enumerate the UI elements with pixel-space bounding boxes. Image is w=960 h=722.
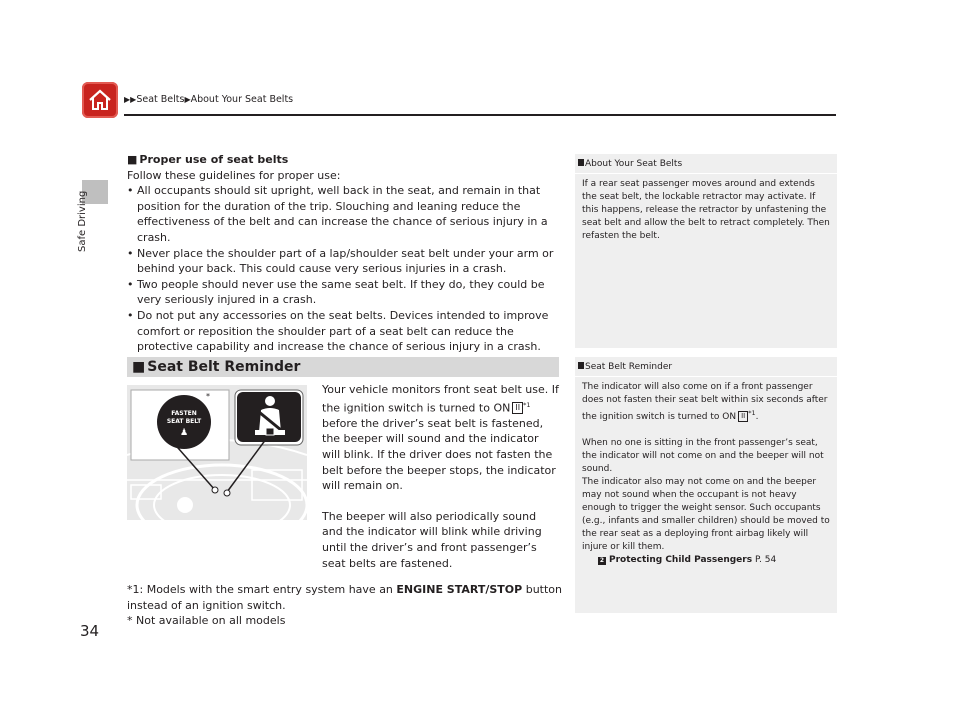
home-button[interactable] xyxy=(82,82,118,118)
list-item: • Do not put any accessories on the seat belts. Devices intended to improve comfort or reposition the shoulder part of a seat belt can reduce the protective capability and increase the chance of serious injury in a crash. xyxy=(127,308,559,355)
footnote-ref[interactable]: *1 xyxy=(748,409,756,417)
note-paragraph: When no one is sitting in the front passenger’s seat, the indicator will not come on and the beeper will not sound. xyxy=(582,438,824,474)
breadcrumb-arrow-icon: ▶▶ xyxy=(124,95,137,104)
list-item: • All occupants should sit upright, well back in the seat, and remain in that position for the duration of the trip. Slouching and leaning reduce the effectiveness of the belt and can increase the chance of serious injury in a crash. xyxy=(127,183,559,245)
note-divider xyxy=(575,376,837,377)
note-heading xyxy=(575,154,837,170)
note-seat-belt-reminder xyxy=(575,357,837,613)
fasten-seat-belt-indicator xyxy=(157,395,211,449)
square-bullet-icon: ■ xyxy=(132,359,146,375)
breadcrumb-item[interactable]: Seat Belts xyxy=(136,94,185,105)
ignition-key-icon: II xyxy=(738,411,748,422)
reminder-paragraph xyxy=(322,382,559,494)
footnote xyxy=(127,582,567,613)
note-about-seat-belts xyxy=(575,154,837,348)
footnote-text: button instead of an ignition switch. xyxy=(127,583,563,612)
reference-page: P. 54 xyxy=(754,555,777,565)
note-body xyxy=(575,381,837,567)
header-rule xyxy=(124,114,836,116)
cross-reference[interactable] xyxy=(582,554,831,567)
note-icon xyxy=(578,362,584,369)
note-divider xyxy=(575,173,837,174)
section-title-text: Seat Belt Reminder xyxy=(147,359,301,375)
seatbelt-figure-icon: ♟ xyxy=(179,428,189,438)
subheading-text: Proper use of seat belts xyxy=(139,153,289,166)
footnote-text: *1: Models with the smart entry system have an xyxy=(127,583,393,596)
note-heading xyxy=(575,357,837,373)
section-title xyxy=(132,358,300,376)
note-icon xyxy=(578,159,584,166)
note-text: . xyxy=(755,412,759,422)
reference-link[interactable]: Protecting Child Passengers xyxy=(609,555,753,565)
guideline-list xyxy=(127,183,559,355)
breadcrumb xyxy=(124,94,293,105)
home-icon xyxy=(87,87,113,113)
paragraph-text: before the driver’s seat belt is fastened, the beeper will sound and the indicator will blink. If the driver does not fasten the belt before the beeper stops, the indicator will remain on. xyxy=(322,416,556,493)
page-number: 34 xyxy=(80,622,100,640)
subheading xyxy=(127,152,559,168)
breadcrumb-arrow-icon: ▶ xyxy=(184,95,191,104)
availability-note: * Not available on all models xyxy=(127,614,286,627)
note-title: About Your Seat Belts xyxy=(585,159,683,169)
seatbelt-person-icon xyxy=(237,392,301,442)
note-text: The indicator will also come on if a front passenger does not fasten their seat belt within six seconds after the ignition switch is turned to ON xyxy=(582,382,828,422)
chapter-label: Safe Driving xyxy=(77,190,88,252)
footnote-bold: ENGINE START/STOP xyxy=(396,583,523,596)
paragraph-text: Your vehicle monitors front seat belt use. If the ignition switch is turned to ON xyxy=(322,383,559,415)
reference-arrow-icon: 2 xyxy=(599,557,605,564)
seatbelt-indicator-icon xyxy=(237,392,301,442)
note-paragraph xyxy=(582,381,831,424)
breadcrumb-item[interactable]: About Your Seat Belts xyxy=(190,94,294,105)
ignition-key-icon: II xyxy=(512,402,523,414)
dashboard-illustration xyxy=(127,385,307,520)
asterisk-mark: * xyxy=(206,392,210,401)
note-title: Seat Belt Reminder xyxy=(585,362,673,372)
indicator-text: SEAT BELT xyxy=(166,418,202,425)
footnote-ref[interactable]: *1 xyxy=(523,400,531,409)
square-bullet-icon: ■ xyxy=(127,153,138,166)
main-content xyxy=(127,152,559,355)
list-item: • Two people should never use the same seat belt. If they do, they could be very seriously injured in a crash. xyxy=(127,277,559,308)
reminder-paragraph: The beeper will also periodically sound and the indicator will blink while driving until the driver’s and front passenger’s seat belts are fastened. xyxy=(322,509,542,570)
intro-text: Follow these guidelines for proper use: xyxy=(127,168,341,182)
indicator-text: FASTEN xyxy=(171,410,197,417)
reminder-text xyxy=(322,382,559,571)
note-paragraph: The indicator also may not come on and the beeper may not sound when the occupant is not heavy enough to trigger the weight sensor. Such occupants (e.g., infants and smaller children) should be moved to the rear seat as a deploying front airbag likely will injure or kill them. xyxy=(582,477,830,552)
list-item: • Never place the shoulder part of a lap/shoulder seat belt under your arm or behind your back. This could cause very serious injuries in a crash. xyxy=(127,246,559,277)
note-body: If a rear seat passenger moves around and extends the seat belt, the lockable retractor may activate. If this happens, release the retractor by unfastening the seat belt and allow the belt to retract completely. Then refasten the belt. xyxy=(582,179,830,241)
